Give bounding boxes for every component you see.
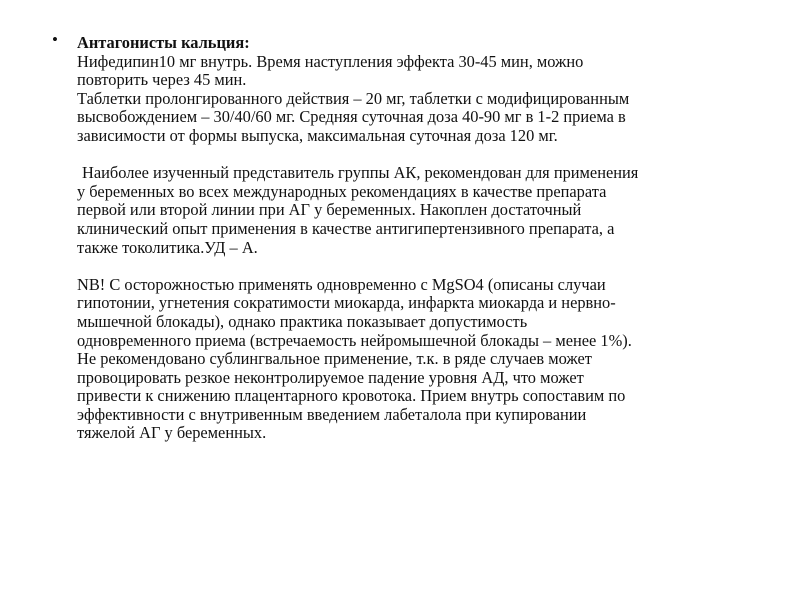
text-line: Не рекомендовано сублингвальное применение, т.к. в ряде случаев может	[77, 349, 592, 369]
text-line: также токолитика.УД – А.	[77, 237, 258, 257]
text-line: повторить через 45 мин.	[77, 70, 247, 90]
bullet-marker: •	[52, 30, 58, 49]
paragraph-evidence	[77, 164, 767, 257]
spacer	[77, 146, 767, 165]
text-line: первой или второй линии при АГ у беременных. Накоплен достаточный	[77, 200, 582, 220]
text-line: Нифедипин10 мг внутрь. Время наступления эффекта 30-45 мин, можно	[77, 51, 584, 71]
text-line: провоцировать резкое неконтролируемое падение уровня АД, что может	[77, 367, 584, 387]
text-line: Таблетки пролонгированного действия – 20 мг, таблетки с модифицированным	[77, 88, 630, 108]
text-line: одновременного приема (встречаемость нейромышечной блокады – менее 1%).	[77, 330, 632, 350]
heading-calcium-antagonists: Антагонисты кальция:	[77, 33, 250, 52]
text-line: тяжелой АГ у беременных.	[77, 423, 267, 443]
text-line: Наиболее изученный представитель группы АК, рекомендован для применения	[82, 163, 639, 183]
text-line: зависимости от формы выпуска, максимальная суточная доза 120 мг.	[77, 125, 558, 145]
text-line: NB! С осторожностью применять одновременно с MgSO4 (описаны случаи	[77, 274, 606, 294]
slide-content	[77, 34, 767, 443]
text-line: гипотонии, угнетения сократимости миокарда, инфаркта миокарда и нервно-	[77, 293, 616, 313]
text-line: высвобождением – 30/40/60 мг. Средняя суточная доза 40-90 мг в 1-2 приема в	[77, 107, 626, 127]
paragraph-dosage	[77, 53, 767, 146]
text-line: мышечной блокады), однако практика показывает допустимость	[77, 311, 528, 331]
text-line: у беременных во всех международных рекомендациях в качестве препарата	[77, 181, 607, 201]
text-line: привести к снижению плацентарного кровотока. Прием внутрь сопоставим по	[77, 386, 626, 406]
text-line: клинический опыт применения в качестве антигипертензивного препарата, а	[77, 218, 615, 238]
text-line: эффективности с внутривенным введением лабеталола при купировании	[77, 404, 587, 424]
paragraph-caution	[77, 276, 767, 443]
spacer	[77, 257, 767, 276]
